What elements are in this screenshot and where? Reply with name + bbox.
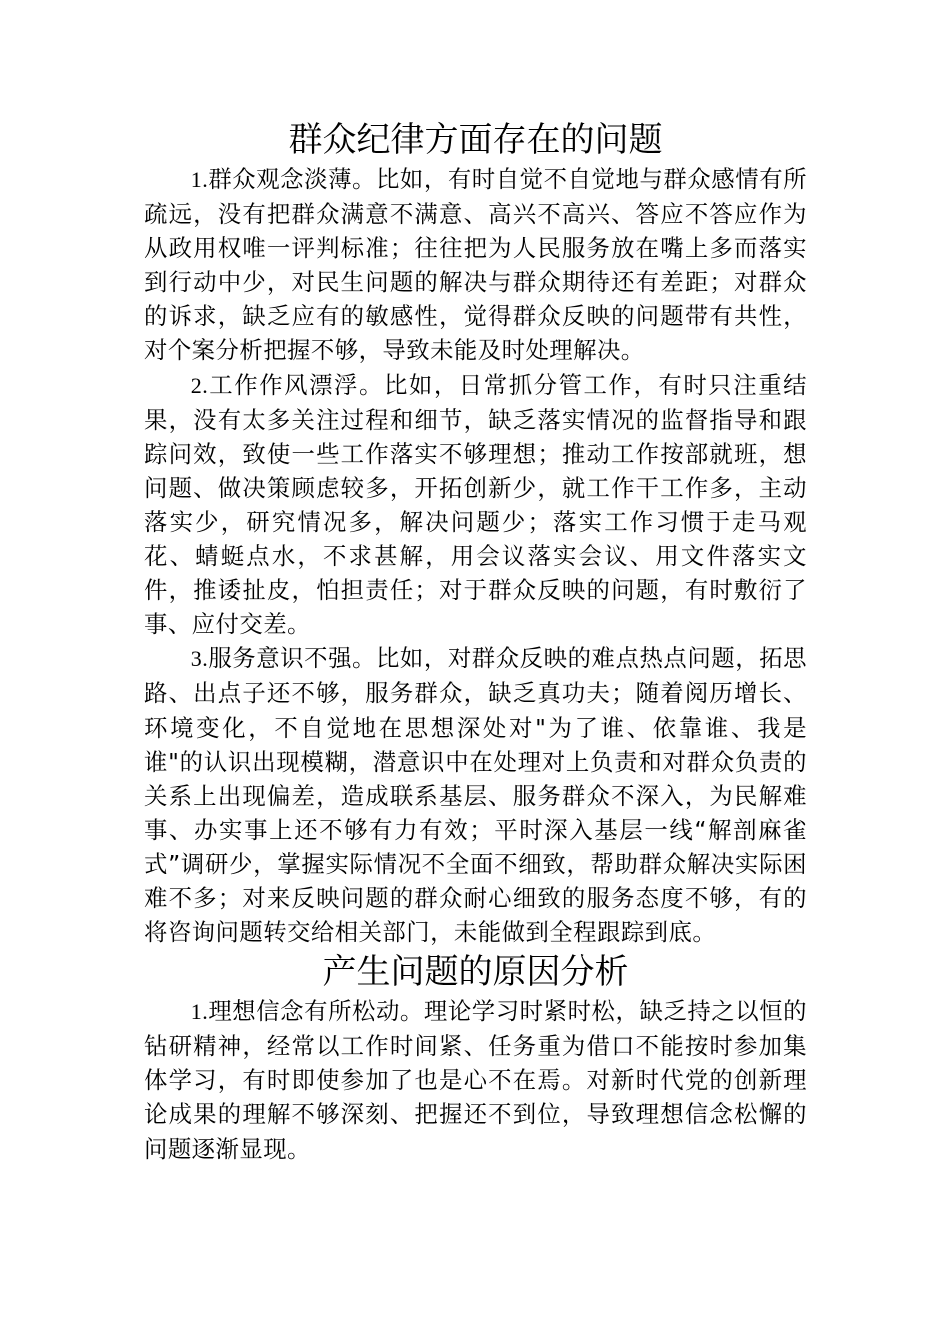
paragraph-text: 群众观念淡薄。比如，有时自觉不自觉地与群众感情有所疏远，没有把群众满意不满意、高兴不高兴、答应不答应作为从政用权唯一评判标准；往往把为人民服务放在嘴上多而落实到行动中少，对民生问题的解决与群众期待还有差距；对群众的诉求，缺乏应有的敏感性，觉得群众反映的问题带有共性，对个案分析把握不够，导致未能及时处理解决。 — [144, 165, 807, 365]
paragraph-item-1 — [144, 162, 807, 368]
item-number: 3. — [190, 646, 209, 672]
paragraph-text: 工作作风漂浮。比如，日常抓分管工作，有时只注重结果，没有太多关注过程和细节，缺乏落实情况的监督指导和跟踪问效，致使一些工作落实不够理想；推动工作按部就班，想问题、做决策顾虑较多，开拓创新少，就工作干工作多，主动落实少，研究情况多，解决问题少；落实工作习惯于走马观花、蜻蜓点水，不求甚解，用会议落实会议、用文件落实文件，推诿扯皮，怕担责任；对于群众反映的问题，有时敷衍了事、应付交差。 — [144, 370, 807, 639]
paragraph-text: 服务意识不强。比如，对群众反映的难点热点问题，拓思路、出点子还不够，服务群众，缺乏真功夫；随着阅历增长、环境变化，不自觉地在思想深处对"为了谁、依靠谁、我是谁"的认识出现模糊，潜意识中在处理对上负责和对群众负责的关系上出现偏差，造成联系基层、服务群众不深入，为民解难事、办实事上还不够有力有效；平时深入基层一线“解剖麻雀式”调研少，掌握实际情况不全面不细致，帮助群众解决实际困难不多；对来反映问题的群众耐心细致的服务态度不够，有的将咨询问题转交给相关部门，未能做到全程跟踪到底。 — [144, 644, 807, 947]
item-number: 1. — [190, 999, 209, 1025]
item-number: 1. — [190, 167, 209, 192]
section-heading-problems: 群众纪律方面存在的问题 — [288, 120, 663, 160]
paragraph-item-2 — [144, 368, 807, 642]
item-number: 2. — [190, 372, 209, 398]
document-page — [144, 118, 807, 1166]
section-heading-causes: 产生问题的原因分析 — [322, 952, 629, 993]
paragraph-cause-1 — [144, 994, 807, 1165]
paragraph-text: 理想信念有所松动。理论学习时紧时松，缺乏持之以恒的钻研精神，经常以工作时间紧、任务重为借口不能按时参加集体学习，有时即使参加了也是心不在焉。对新时代党的创新理论成果的理解不够深刻、把握还不到位，导致理想信念松懈的问题逐渐显现。 — [144, 997, 807, 1163]
paragraph-item-3 — [144, 641, 807, 949]
